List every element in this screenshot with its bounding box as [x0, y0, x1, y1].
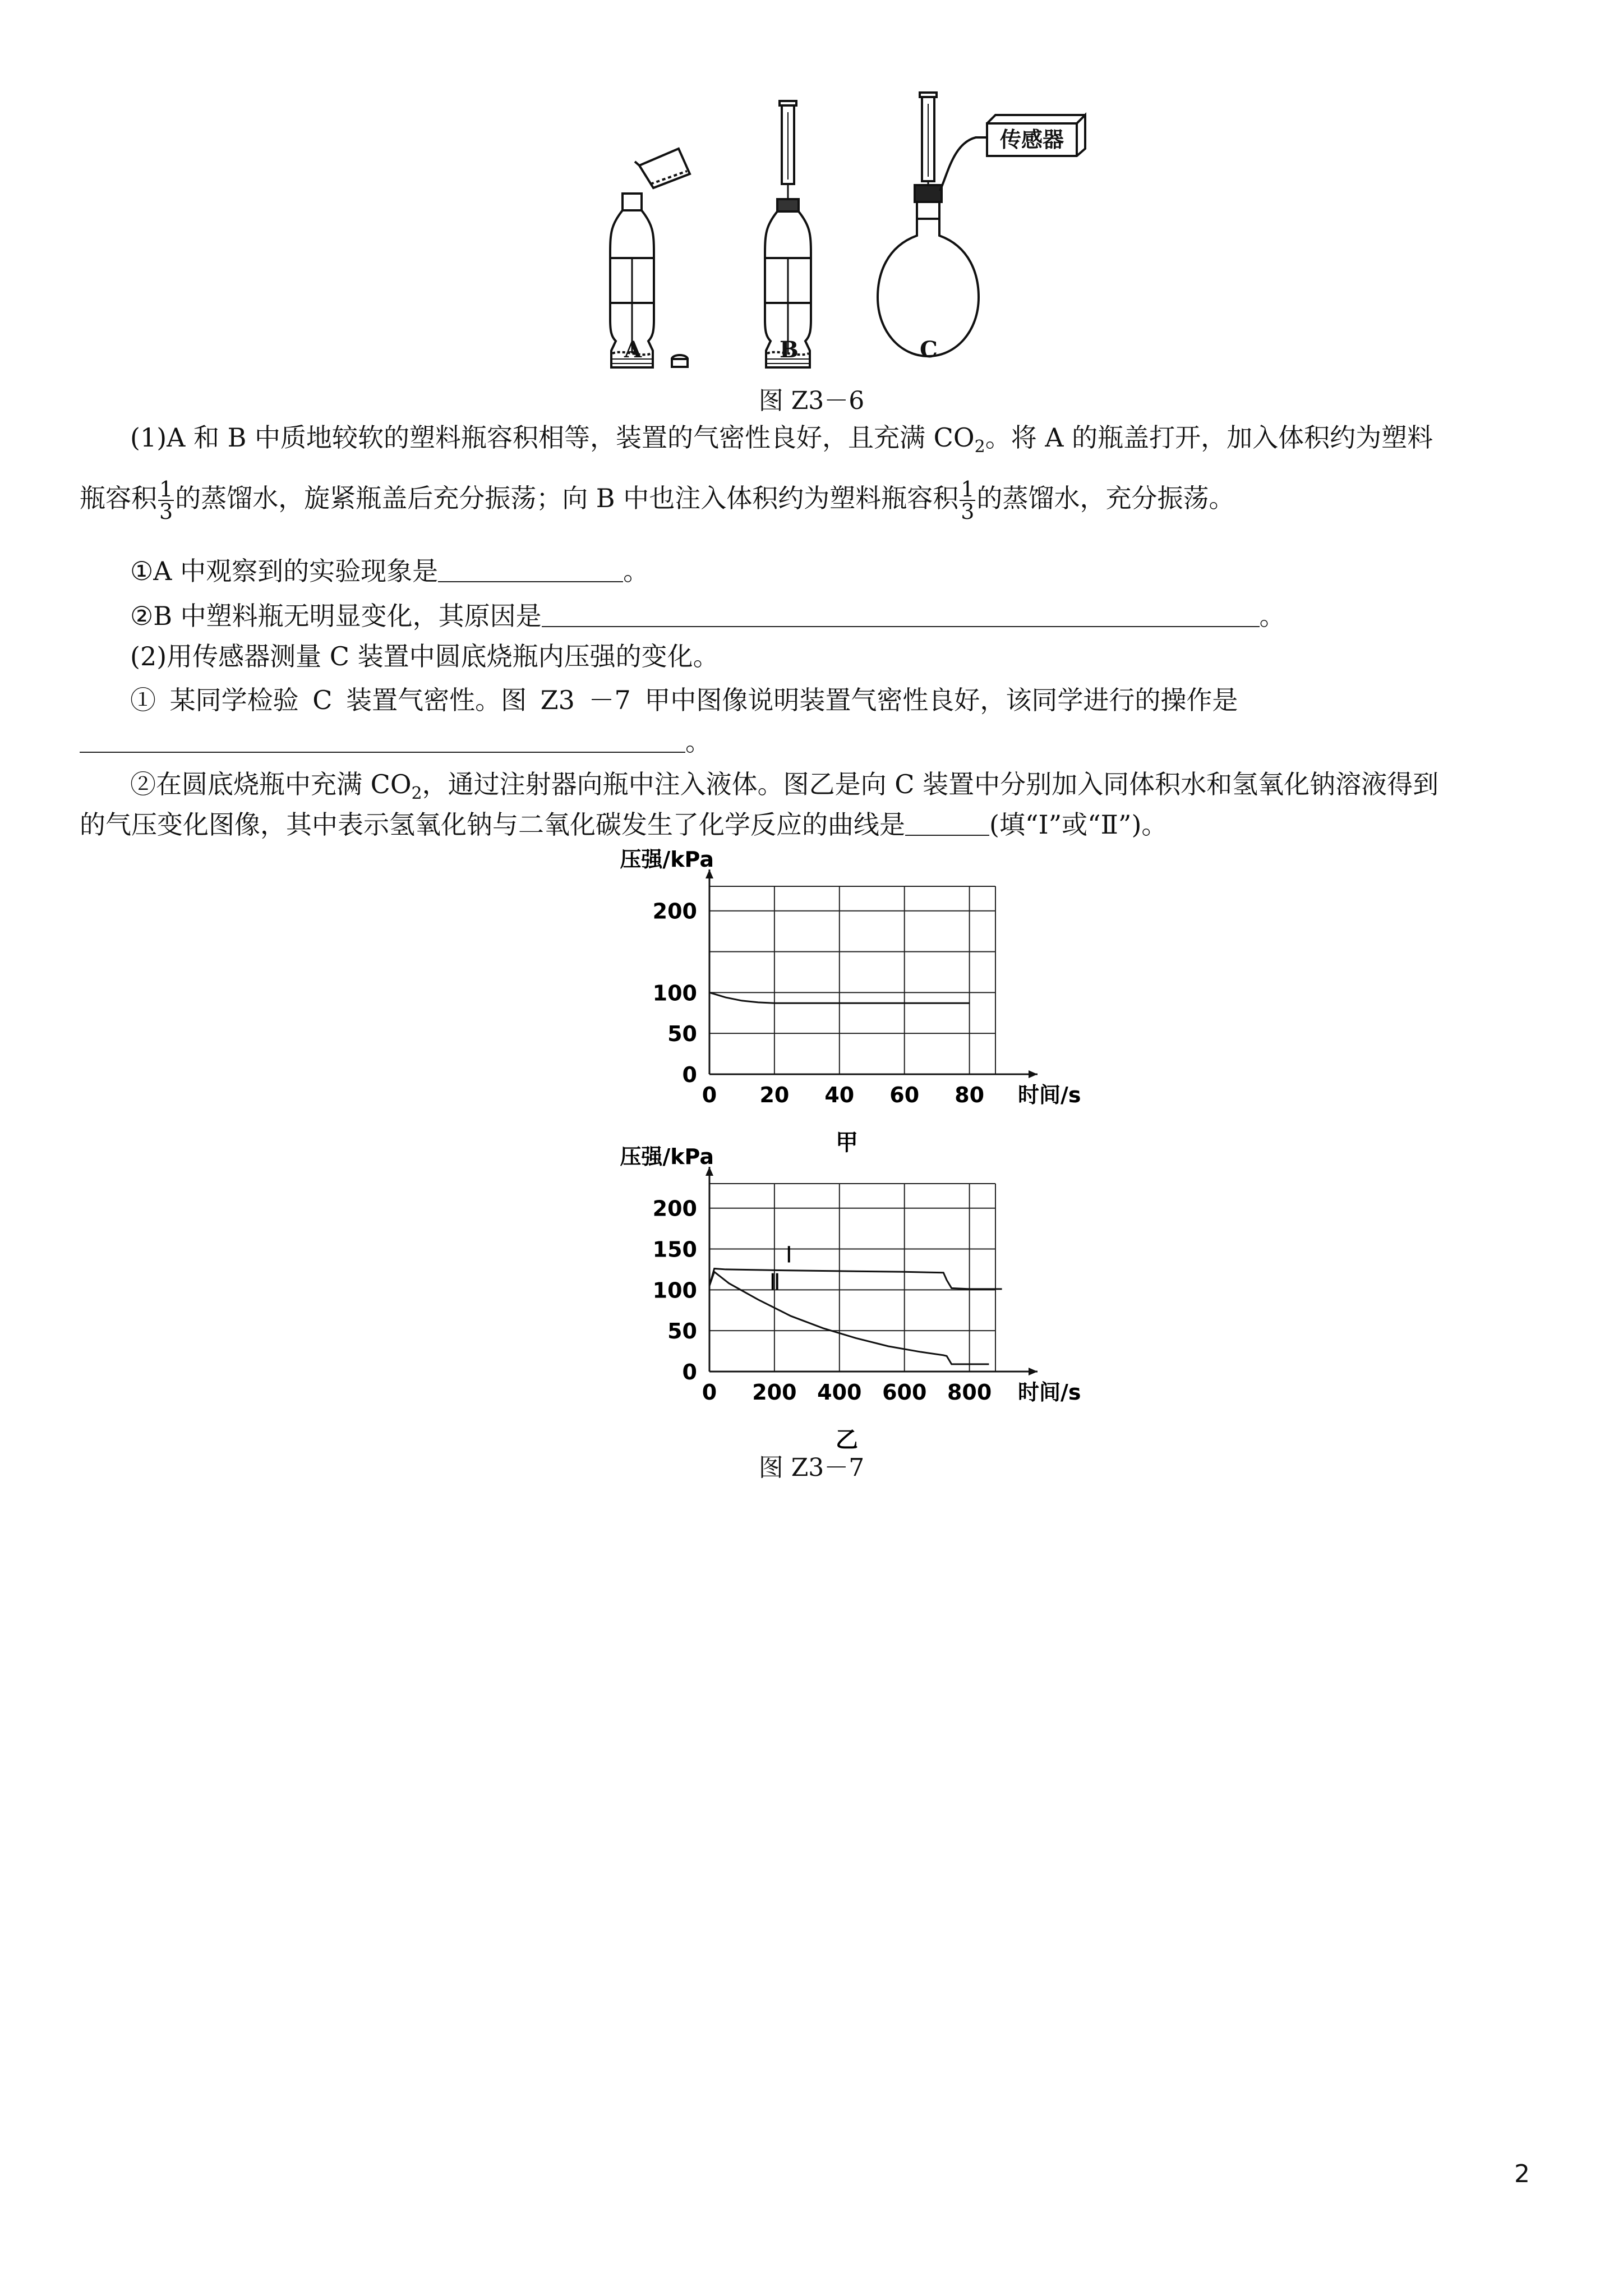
q1-sub2: [130, 599, 1285, 633]
label-a: A: [624, 337, 642, 363]
chart-yi: [583, 1142, 1088, 1456]
y-tick-label: 100: [652, 1278, 697, 1303]
x-axis-label: 时间/s: [1018, 1380, 1081, 1405]
x-tick-label: 0: [702, 1083, 717, 1107]
q1-sub2-text: ②B 中塑料瓶无明显变化，其原因是: [130, 601, 542, 631]
q2-sub1-line1: ① 某同学检验 C 装置气密性。图 Z3 －7 甲中图像说明装置气密性良好，该同学进行的操作是: [130, 685, 1238, 715]
y-tick-label: 50: [667, 1022, 697, 1047]
label-c: C: [920, 337, 938, 363]
y-tick-label: 200: [652, 899, 697, 924]
q2-sub2-line2-a: 的气压变化图像，其中表示氢氧化钠与二氧化碳发生了化学反应的曲线是: [80, 809, 905, 840]
sensor-label: 传感器: [999, 127, 1064, 152]
q2-sub1-end: 。: [685, 726, 711, 757]
q1-sub1: [130, 554, 649, 588]
q2-sub2-line2-b: (填“Ⅰ”或“Ⅱ”)。: [989, 809, 1168, 840]
co2-subscript-2: 2: [411, 784, 422, 804]
fraction-denominator-2: 3: [961, 499, 975, 524]
chart-jia: [583, 844, 1088, 1158]
q1-intro-line2: [80, 470, 1234, 526]
x-tick-label: 60: [889, 1083, 920, 1107]
x-tick-label: 20: [759, 1083, 790, 1107]
answer-blank-1[interactable]: [438, 559, 623, 582]
q1-intro-line1: [130, 421, 1433, 464]
fraction-one-third-2: [960, 478, 975, 522]
co2-subscript: 2: [974, 437, 985, 457]
y-tick-label: 200: [652, 1196, 697, 1221]
x-tick-label: 0: [702, 1380, 717, 1405]
x-tick-label: 400: [817, 1380, 862, 1405]
y-tick-label: 0: [682, 1360, 697, 1384]
series-line-1: [709, 1268, 1002, 1289]
fraction-numerator-2: 1: [961, 477, 975, 501]
x-tick-label: 200: [752, 1380, 797, 1405]
figure-caption-z3-7: 图 Z3－7: [758, 1453, 865, 1482]
x-tick-label: 80: [955, 1083, 985, 1107]
series-line-2: [709, 1272, 989, 1364]
chart-title: 甲: [836, 1130, 858, 1156]
x-tick-label: 600: [882, 1380, 927, 1405]
q1-sub1-text: ①A 中观察到的实验现象是: [130, 556, 439, 586]
q1-intro-line1-a: (1)A 和 B 中质地较软的塑料瓶容积相等，装置的气密性良好，且充满 CO: [130, 422, 975, 453]
page-number: 2: [1514, 2160, 1530, 2188]
fraction-numerator: 1: [159, 477, 173, 501]
q2-intro: (2)用传感器测量 C 装置中圆底烧瓶内压强的变化。: [130, 641, 719, 671]
apparatus-figure: [583, 90, 1110, 381]
label-b: B: [780, 337, 799, 363]
beaker-icon: [635, 149, 690, 188]
answer-blank-3[interactable]: [80, 729, 685, 753]
q2-sub2-line1-a: ②在圆底烧瓶中充满 CO: [130, 769, 412, 799]
q1-intro-line2-b: 的蒸馏水，旋紧瓶盖后充分振荡；向 B 中也注入体积约为塑料瓶容积: [175, 483, 959, 513]
series-label-2: Ⅱ: [769, 1269, 781, 1295]
q1-sub1-end: 。: [623, 556, 649, 586]
series-label-1: Ⅰ: [785, 1242, 792, 1268]
q2-sub2-line2: [80, 808, 1167, 841]
fraction-one-third: [158, 478, 174, 522]
x-axis-label: 时间/s: [1018, 1083, 1081, 1107]
y-axis-label: 压强/kPa: [620, 1144, 714, 1169]
q1-intro-line2-a: 瓶容积: [80, 483, 157, 513]
q2-sub2-line1-b: ，通过注射器向瓶中注入液体。图乙是向 C 装置中分别加入同体积水和氢氧化钠溶液得到: [422, 769, 1439, 799]
q1-intro-line2-c: 的蒸馏水，充分振荡。: [976, 483, 1235, 513]
bottle-b-icon: [765, 101, 811, 367]
q2-sub2-line1: [130, 767, 1438, 811]
chart-title: 乙: [836, 1427, 858, 1453]
flask-c-icon: [878, 93, 987, 356]
y-axis-label: 压强/kPa: [620, 847, 714, 872]
x-axis-arrow: [1029, 1070, 1038, 1078]
answer-blank-2[interactable]: [542, 604, 1260, 627]
y-tick-label: 150: [652, 1237, 697, 1262]
y-tick-label: 50: [667, 1319, 697, 1344]
fraction-denominator: 3: [159, 499, 173, 524]
figure-caption-z3-6: 图 Z3－6: [758, 386, 865, 415]
x-tick-label: 40: [824, 1083, 855, 1107]
x-tick-label: 800: [947, 1380, 992, 1405]
q1-intro-line1-b: 。将 A 的瓶盖打开，加入体积约为塑料: [985, 422, 1433, 453]
x-axis-arrow: [1029, 1368, 1038, 1375]
y-tick-label: 0: [682, 1062, 697, 1087]
q2-sub1-line2: [80, 725, 711, 758]
answer-blank-4[interactable]: [905, 812, 989, 836]
q1-sub2-end: 。: [1259, 601, 1285, 631]
y-tick-label: 100: [652, 981, 697, 1006]
